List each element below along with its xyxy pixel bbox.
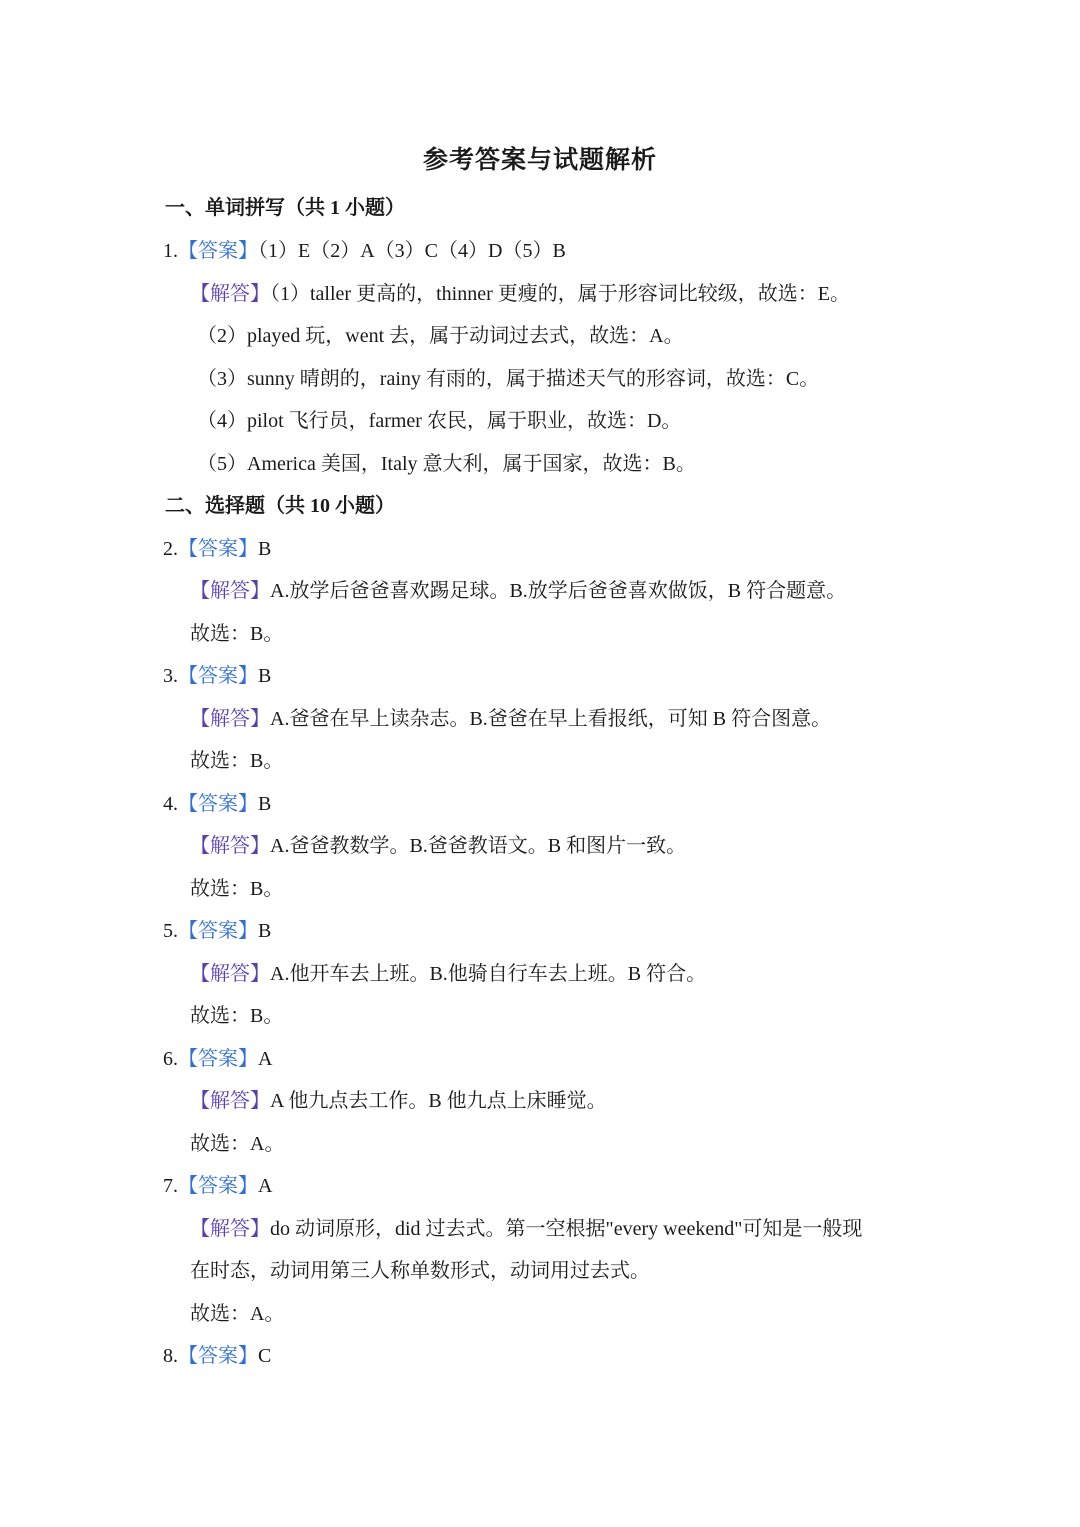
- question-2-choice: 故选：B。: [190, 623, 284, 645]
- analysis-tag: 【解答】: [190, 283, 270, 305]
- analysis-tag: 【解答】: [190, 708, 270, 730]
- analysis-tag: 【解答】: [190, 835, 270, 857]
- question-7-choice: 故选：A。: [190, 1303, 285, 1325]
- question-4-analysis: 【解答】A.爸爸教数学。B.爸爸教语文。B 和图片一致。: [190, 835, 687, 857]
- question-7-answer: 7.【答案】A: [163, 1175, 273, 1197]
- question-1-analysis-line-2: （2）played 玩，went 去，属于动词过去式，故选：A。: [197, 325, 684, 347]
- answer-tag: 【答案】: [178, 538, 258, 560]
- question-4-answer: 4.【答案】B: [163, 793, 272, 815]
- question-1-analysis-line-5: （5）America 美国，Italy 意大利，属于国家，故选：B。: [197, 453, 696, 475]
- question-3-answer: 3.【答案】B: [163, 665, 272, 687]
- question-5-choice: 故选：B。: [190, 1005, 284, 1027]
- answer-text: （1）E（2）A（3）C（4）D（5）B: [258, 240, 566, 262]
- section-heading-2: 二、选择题（共 10 小题）: [165, 495, 395, 517]
- question-6-answer: 6.【答案】A: [163, 1048, 273, 1070]
- answer-tag: 【答案】: [178, 793, 258, 815]
- question-1-answer: [163, 239, 566, 263]
- question-number: 1.: [163, 240, 178, 262]
- question-7-analysis-line-2: 在时态，动词用第三人称单数形式，动词用过去式。: [190, 1260, 650, 1282]
- analysis-tag: 【解答】: [190, 1218, 270, 1240]
- analysis-tag: 【解答】: [190, 963, 270, 985]
- answer-tag: 【答案】: [178, 665, 258, 687]
- question-4-choice: 故选：B。: [190, 878, 284, 900]
- analysis-tag: 【解答】: [190, 580, 270, 602]
- question-5-answer: 5.【答案】B: [163, 920, 272, 942]
- question-3-analysis: 【解答】A.爸爸在早上读杂志。B.爸爸在早上看报纸，可知 B 符合图意。: [190, 708, 832, 730]
- answer-tag: 【答案】: [178, 240, 258, 262]
- question-6-analysis: 【解答】A 他九点去工作。B 他九点上床睡觉。: [190, 1090, 607, 1112]
- question-2-analysis: 【解答】A.放学后爸爸喜欢踢足球。B.放学后爸爸喜欢做饭，B 符合题意。: [190, 580, 847, 602]
- question-1-analysis-line-1: 【解答】（1）taller 更高的，thinner 更瘦的，属于形容词比较级，故选：E。: [190, 283, 850, 305]
- question-1-analysis-line-3: （3）sunny 晴朗的，rainy 有雨的，属于描述天气的形容词，故选：C。: [197, 368, 820, 390]
- analysis-tag: 【解答】: [190, 1090, 270, 1112]
- question-3-choice: 故选：B。: [190, 750, 284, 772]
- question-2-answer: 2.【答案】B: [163, 538, 272, 560]
- question-5-analysis: 【解答】A.他开车去上班。B.他骑自行车去上班。B 符合。: [190, 963, 707, 985]
- answer-tag: 【答案】: [178, 1345, 258, 1367]
- question-1-analysis-line-4: （4）pilot 飞行员，farmer 农民，属于职业，故选：D。: [197, 410, 682, 432]
- answer-tag: 【答案】: [178, 920, 258, 942]
- question-7-analysis-line-1: 【解答】do 动词原形，did 过去式。第一空根据"every weekend"可知是一般现: [190, 1218, 863, 1240]
- page-title: 参考答案与试题解析: [422, 145, 657, 174]
- section-heading-1: 一、单词拼写（共 1 小题）: [165, 197, 405, 219]
- answer-tag: 【答案】: [178, 1048, 258, 1070]
- question-8-answer: 8.【答案】C: [163, 1345, 272, 1367]
- question-6-choice: 故选：A。: [190, 1133, 285, 1155]
- answer-tag: 【答案】: [178, 1175, 258, 1197]
